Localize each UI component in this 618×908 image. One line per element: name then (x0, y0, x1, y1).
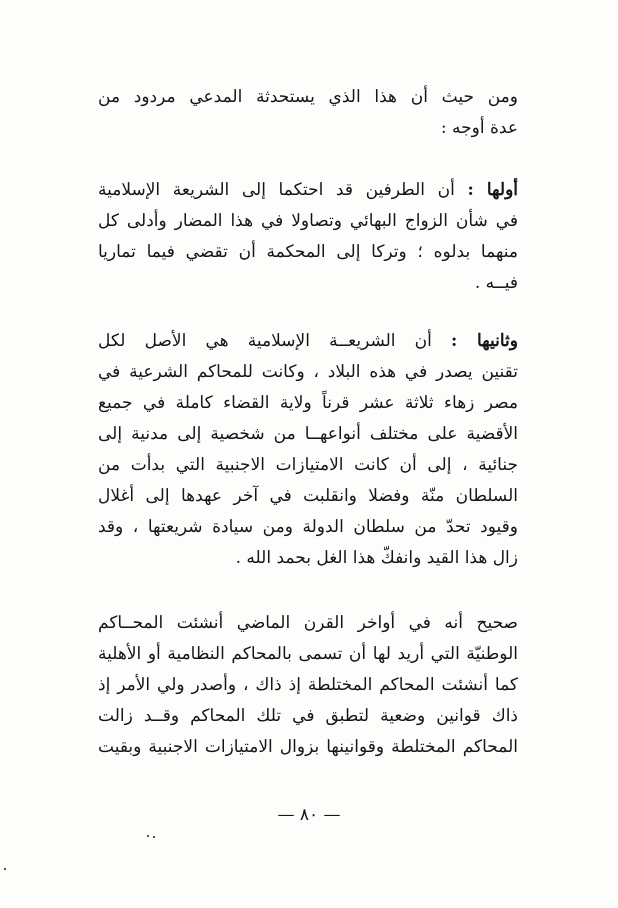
text-line-with-lead (98, 175, 518, 206)
text-line-body: أن الشريعــة الإسلامية هي الأصل لكل (98, 331, 432, 351)
text-line: مصر زهاء ثلاثة عشر قرناً ولاية القضاء كاملة في جميع (98, 393, 518, 413)
page-number: — ٨٠ — (277, 805, 341, 825)
text-line: ومن حيث أن هذا الذي يستحدثة المدعي مردود من (98, 87, 518, 107)
text-line: صحيح أنه في أواخر القرن الماضي أنشئت المحــاكم (98, 613, 518, 633)
text-line: الوطنيّة التي أريد لها أن تسمى بالمحاكم النظامية أو الأهلية (98, 644, 518, 664)
scan-speck (147, 835, 149, 837)
paragraph-second-point (98, 326, 518, 574)
text-line: السلطان منّة وفضلا وانقلبت في آخر عهدها إلى أغلال (98, 486, 518, 506)
text-line: وقيود تحدّ من سلطان الدولة ومن سيادة شريعتها ، وقد (98, 517, 518, 537)
text-line: ذاك قوانين وضعية لتطبق في تلك المحاكم وقــد زالت (98, 706, 518, 726)
text-line: منهما بدلوه ؛ وتركا إلى المحكمة أن تقضي فيما تماريا (98, 242, 518, 262)
paragraph-courts-history (98, 608, 518, 763)
paragraph-opening (98, 82, 518, 144)
text-line: المحاكم المختلطة وقوانينها بزوال الامتيازات الاجنبية وبقيت (98, 737, 518, 757)
scan-speck (153, 836, 155, 838)
paragraph-lead: أولها : (467, 180, 518, 200)
text-line: عدة أوجه : (440, 118, 518, 138)
text-line: زال هذا القيد وانفكّ هذا الغل بحمد الله . (235, 548, 518, 568)
text-line-body: أن الطرفين قد احتكما إلى الشريعة الإسلامية (98, 180, 455, 200)
text-line: تقنين يصدر في هذه البلاد ، وكانت للمحاكم الشرعية في (98, 362, 518, 382)
text-line: في شأن الزواج البهائي وتصاولا في هذا المضار وأدلى كل (98, 211, 518, 231)
text-line: فيــه . (474, 273, 518, 293)
text-line: الأقضية على مختلف أنواعهــا من شخصية إلى مدنية إلى (98, 424, 518, 444)
text-line: كما أنشئت المحاكم المختلطة إذ ذاك ، وأصدر ولي الأمر إذ (98, 675, 518, 695)
paragraph-first-point (98, 175, 518, 299)
scan-speck (4, 868, 6, 870)
paragraph-lead: وثانيها : (451, 331, 518, 351)
text-line: جنائية ، إلى أن كانت الامتيازات الاجنبية التي بدأت من (98, 455, 518, 475)
text-line-with-lead (98, 326, 518, 357)
